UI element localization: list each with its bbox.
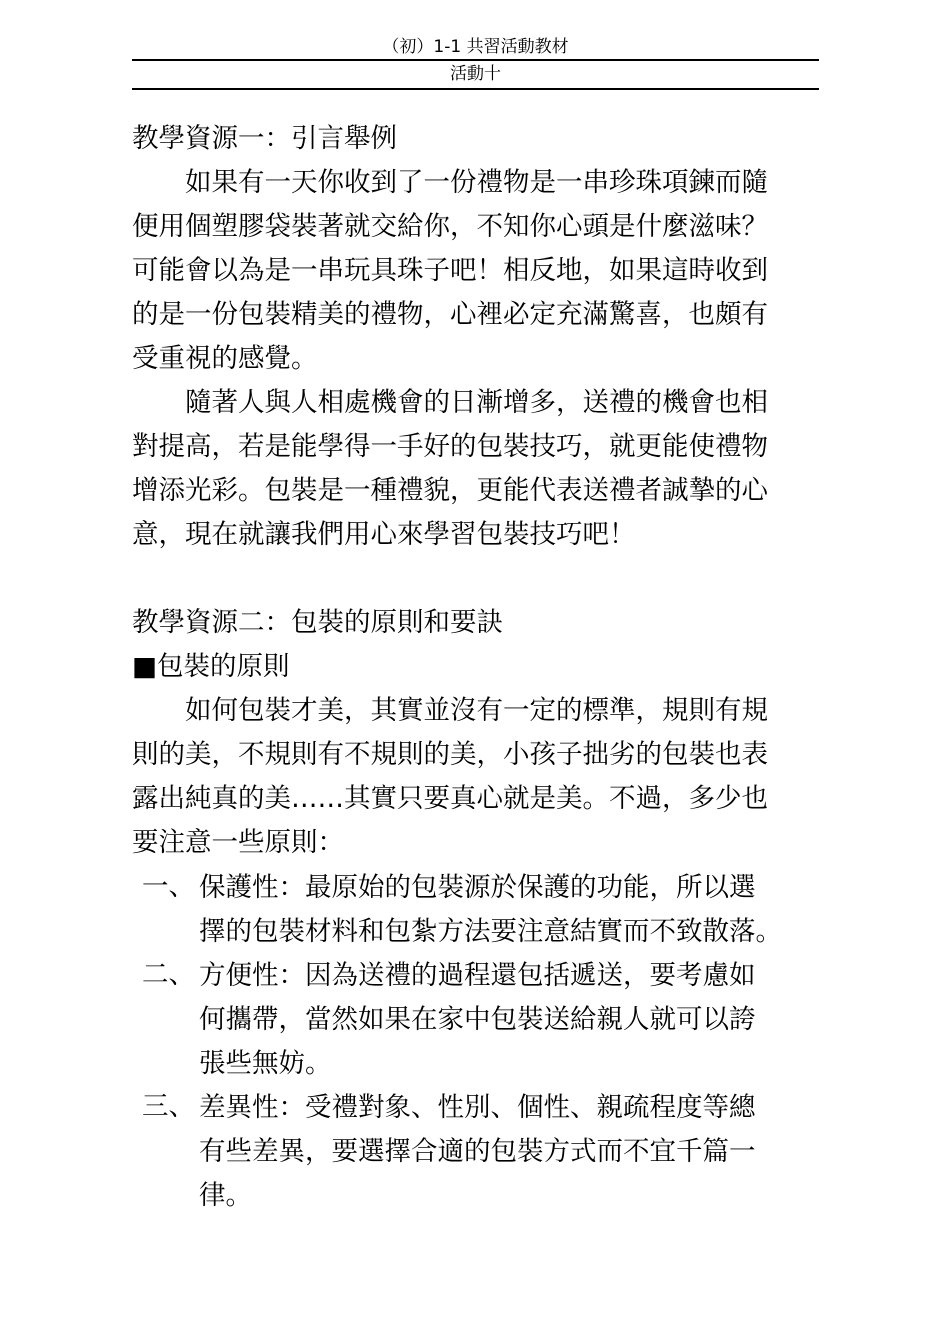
spacer	[132, 557, 822, 601]
resource2-subheading: ■包裝的原則	[132, 651, 290, 682]
principle-line: 保護性：最原始的包裝源於保護的功能，所以選	[199, 872, 756, 903]
principle-line: 律。	[199, 1180, 252, 1211]
paragraph-line: 可能會以為是一串玩具珠子吧！相反地，如果這時收到	[132, 255, 768, 286]
paragraph-line: 對提高，若是能學得一手好的包裝技巧，就更能使禮物	[132, 431, 768, 462]
paragraph-line: 隨著人與人相處機會的日漸增多，送禮的機會也相	[185, 387, 768, 418]
paragraph-line: 增添光彩。包裝是一種禮貌，更能代表送禮者誠摯的心	[132, 475, 768, 506]
principle-line: 有些差異，要選擇合適的包裝方式而不宜千篇一	[199, 1136, 756, 1167]
principle-line: 方便性：因為送禮的過程還包括遞送，要考慮如	[199, 960, 756, 991]
principle-item-convenience	[132, 953, 819, 1085]
principle-line: 差異性：受禮對象、性別、個性、親疏程度等總	[199, 1092, 756, 1123]
paragraph-line: 要注意一些原則：	[132, 827, 344, 858]
principle-item-protection	[132, 865, 819, 953]
paragraph-line: 意，現在就讓我們用心來學習包裝技巧吧！	[132, 519, 636, 550]
principle-line: 擇的包裝材料和包紮方法要注意結實而不致散落。	[199, 916, 782, 947]
resource1-heading: 教學資源一：引言舉例	[132, 123, 397, 154]
list-number: 一、	[142, 871, 195, 902]
resource1-paragraph-1	[132, 161, 822, 381]
running-header-activity: 活動十	[450, 64, 501, 84]
header-rule-top	[132, 59, 819, 61]
paragraph-line: 受重視的感覺。	[132, 343, 318, 374]
running-header-course: （初）1-1 共習活動教材	[382, 37, 569, 57]
paragraph-line: 的是一份包裝精美的禮物，心裡必定充滿驚喜，也頗有	[132, 299, 768, 330]
principle-line: 張些無妨。	[199, 1048, 332, 1079]
header-rule-bottom	[132, 88, 819, 90]
document-body	[132, 117, 822, 1217]
list-number: 三、	[142, 1091, 195, 1122]
paragraph-line: 如何包裝才美，其實並沒有一定的標準，規則有規	[185, 695, 768, 726]
paragraph-line: 露出純真的美……其實只要真心就是美。不過，多少也	[132, 783, 768, 814]
resource2-paragraph	[132, 689, 822, 865]
resource1-paragraph-2	[132, 381, 822, 557]
principle-item-difference	[132, 1085, 819, 1217]
list-number: 二、	[142, 959, 195, 990]
resource2-heading: 教學資源二：包裝的原則和要訣	[132, 607, 503, 638]
paragraph-line: 如果有一天你收到了一份禮物是一串珍珠項鍊而隨	[185, 167, 768, 198]
paragraph-line: 便用個塑膠袋裝著就交給你，不知你心頭是什麼滋味？	[132, 211, 768, 242]
paragraph-line: 則的美，不規則有不規則的美，小孩子拙劣的包裝也表	[132, 739, 768, 770]
principle-line: 何攜帶，當然如果在家中包裝送給親人就可以誇	[199, 1004, 756, 1035]
